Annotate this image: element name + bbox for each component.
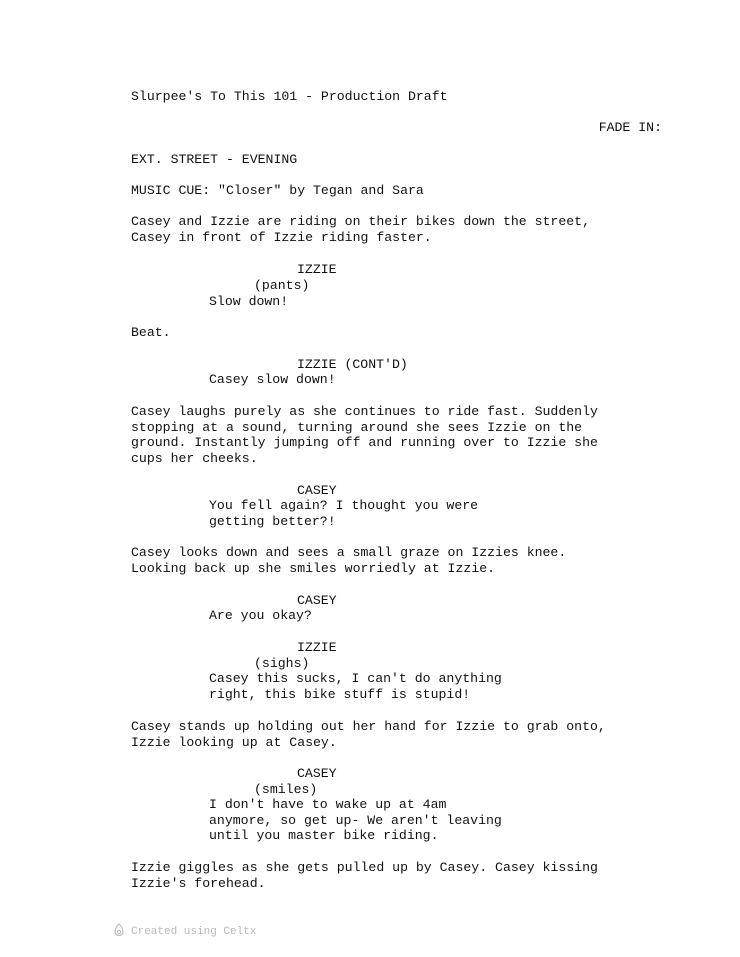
dialogue-line: You fell again? I thought you were	[209, 498, 479, 513]
character-name: CASEY	[297, 766, 337, 781]
character-name: CASEY	[297, 593, 337, 608]
dialogue-line: Slow down!	[209, 294, 289, 309]
action-line: Izzie's forehead.	[131, 875, 266, 891]
dialogue-line: right, this bike stuff is stupid!	[209, 686, 471, 702]
action-line: Beat.	[131, 325, 171, 340]
action-line: Casey laughs purely as she continues to ride fast. Suddenly	[131, 404, 598, 419]
dialogue-line: until you master bike riding.	[209, 828, 439, 844]
character-name: IZZIE	[297, 640, 337, 655]
action-line: Casey in front of Izzie riding faster.	[131, 229, 432, 245]
character-name: IZZIE	[297, 262, 337, 277]
dialogue-line: Casey this sucks, I can't do anything	[209, 671, 502, 686]
scene-heading: EXT. STREET - EVENING	[131, 152, 298, 167]
action-line: cups her cheeks.	[131, 451, 258, 467]
footer-text: Created using Celtx	[131, 926, 257, 938]
action-line: Casey looks down and sees a small graze on Izzies knee.	[131, 545, 567, 560]
dialogue-line: anymore, so get up- We aren't leaving	[209, 812, 502, 828]
action-line: MUSIC CUE: "Closer" by Tegan and Sara	[131, 183, 424, 198]
transition: FADE IN:	[598, 120, 662, 135]
dialogue-line: Casey slow down!	[209, 372, 336, 387]
parenthetical: (sighs)	[254, 656, 310, 671]
dialogue-line: I don't have to wake up at 4am	[209, 797, 447, 812]
dialogue-line: Are you okay?	[209, 608, 312, 623]
action-line: Izzie looking up at Casey.	[131, 734, 337, 750]
parenthetical: (pants)	[254, 278, 310, 293]
action-line: stopping at a sound, turning around she sees Izzie on the	[131, 419, 583, 435]
action-line: Looking back up she smiles worriedly at Izzie.	[131, 560, 496, 576]
celtx-logo-icon	[113, 923, 125, 941]
action-line: ground. Instantly jumping off and running over to Izzie she	[131, 435, 598, 451]
footer	[113, 923, 256, 941]
action-line: Casey stands up holding out her hand for Izzie to grab onto,	[131, 719, 606, 734]
character-name: CASEY	[297, 483, 337, 498]
action-line: Casey and Izzie are riding on their bikes down the street,	[131, 214, 590, 229]
character-name: IZZIE (CONT'D)	[297, 357, 408, 372]
parenthetical: (smiles)	[254, 782, 318, 797]
action-line: Izzie giggles as she gets pulled up by Casey. Casey kissing	[131, 860, 598, 875]
script-title: Slurpee's To This 101 - Production Draft	[131, 89, 448, 104]
dialogue-line: getting better?!	[209, 513, 336, 529]
